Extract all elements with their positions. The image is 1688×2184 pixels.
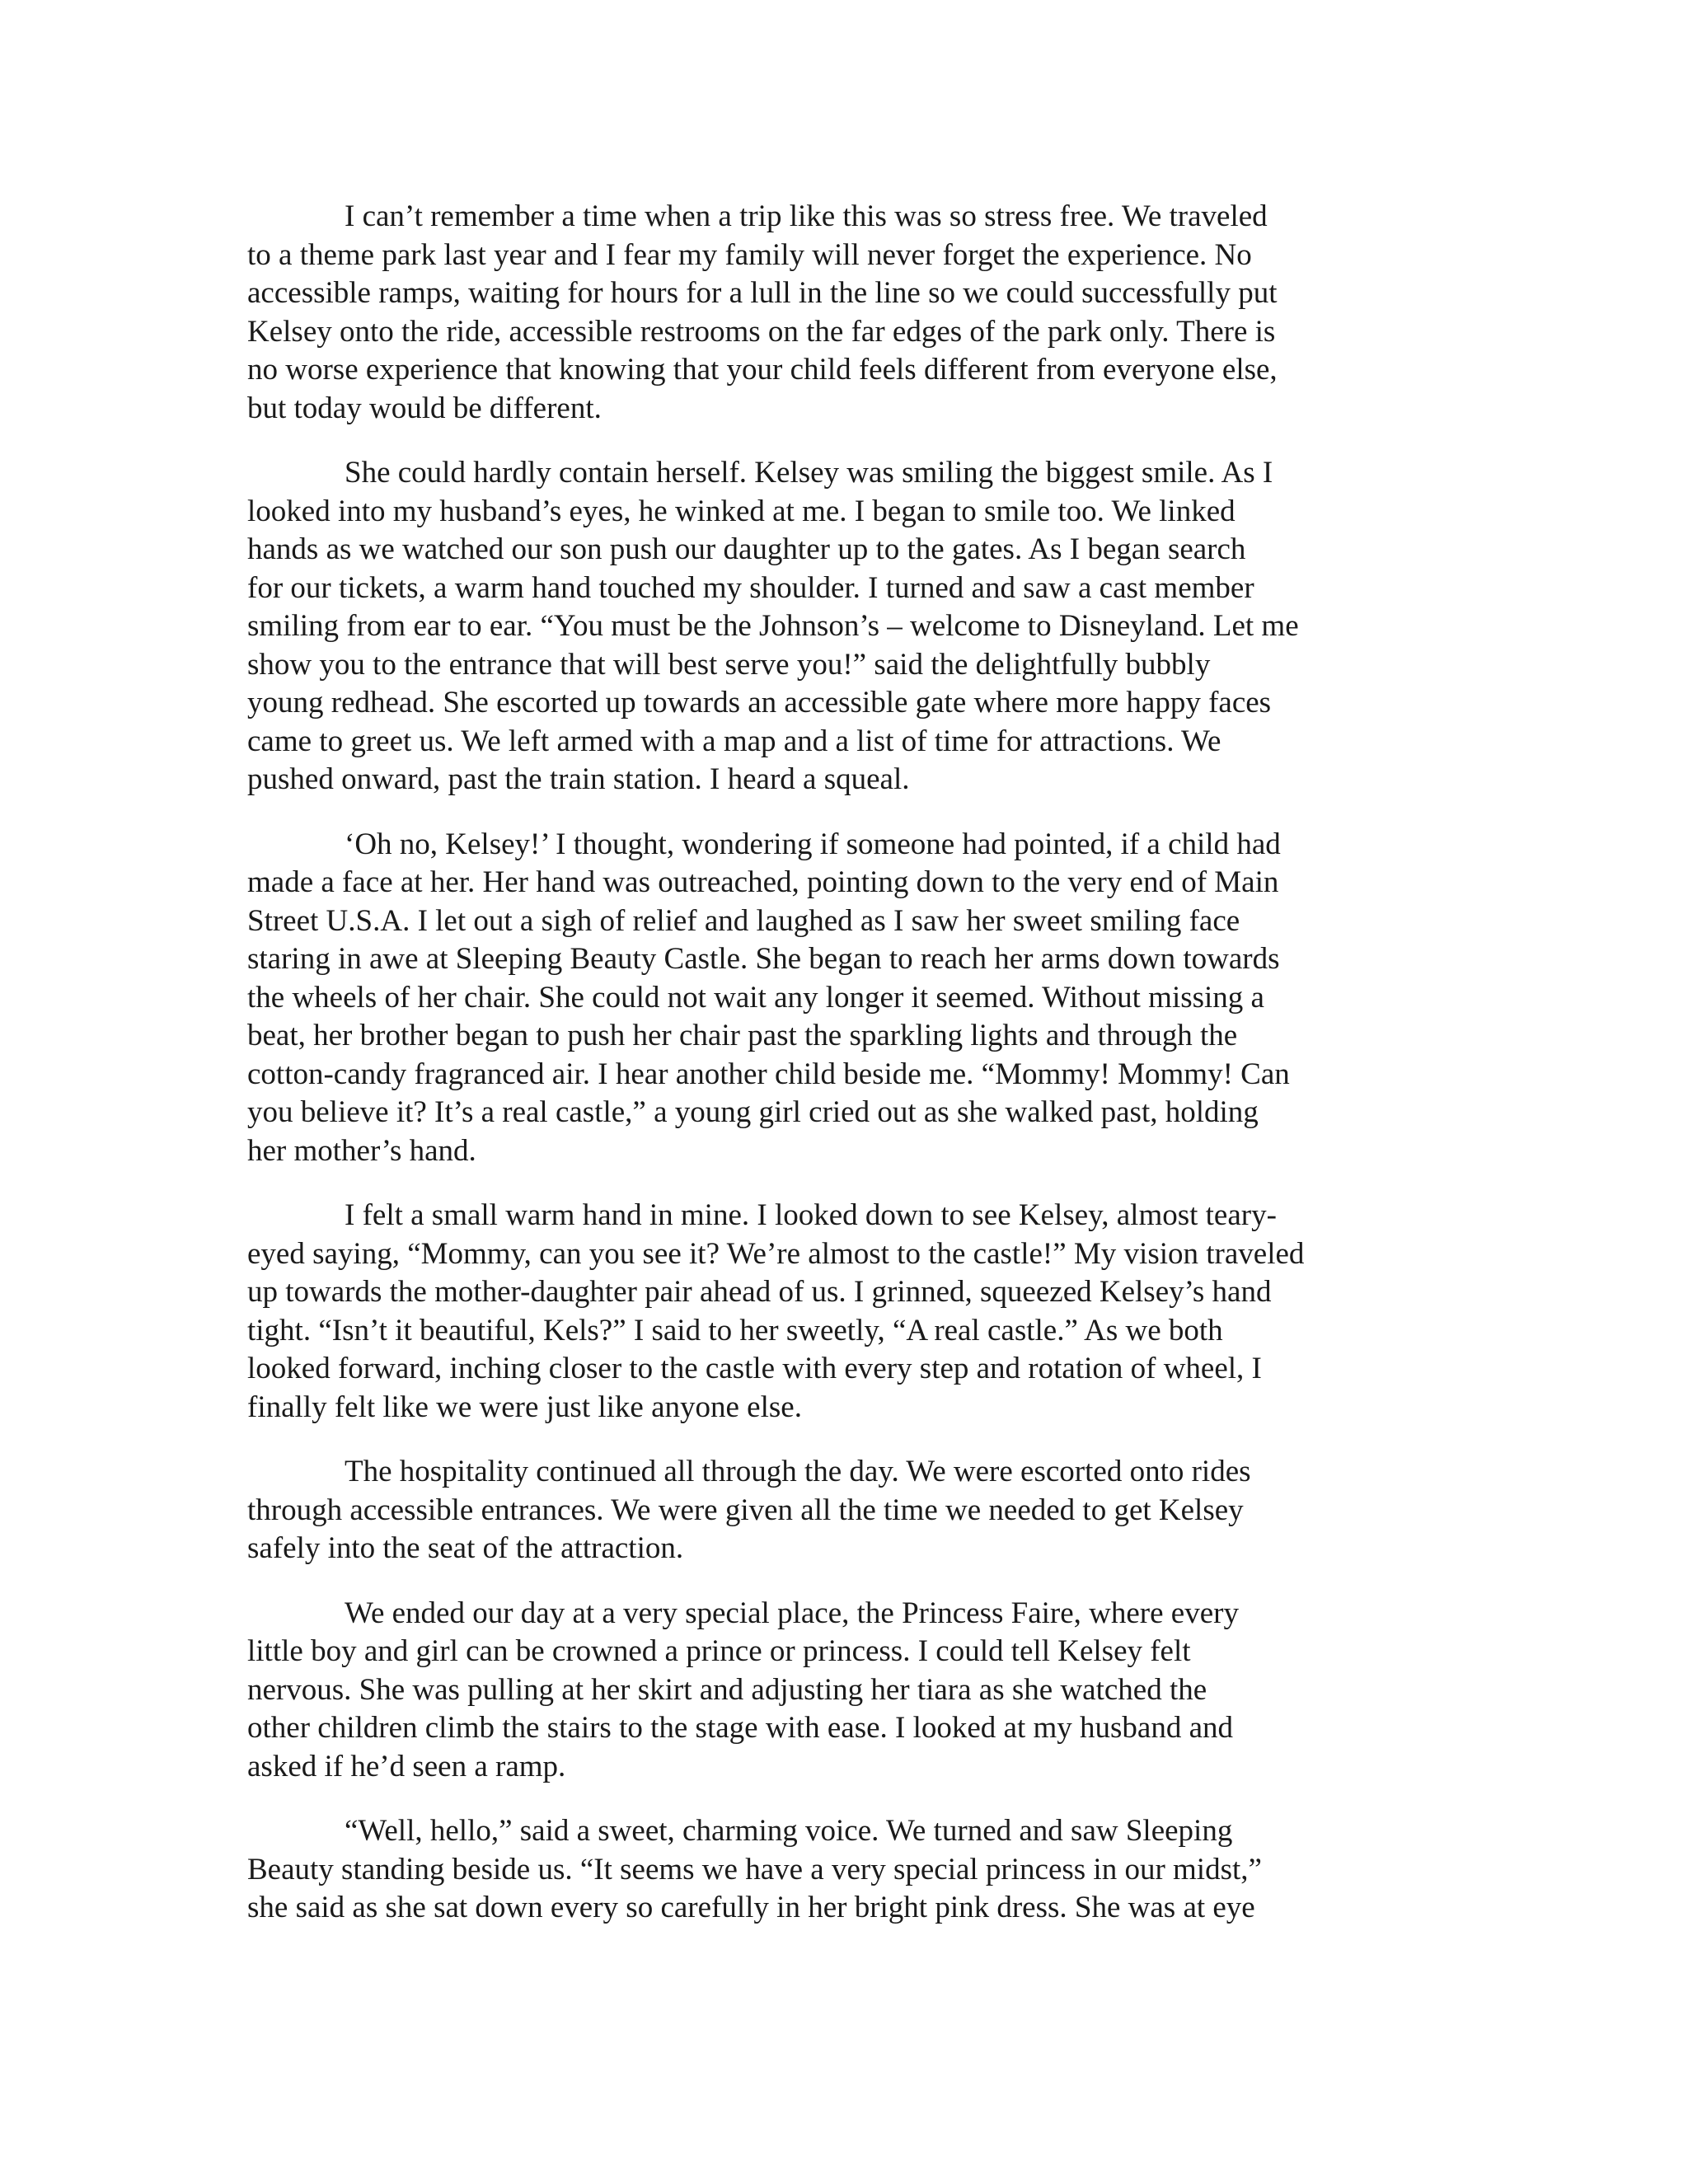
- paragraph-5: [247, 1453, 1434, 1568]
- text-line: looked into my husband’s eyes, he winked at me. I began to smile too. We linked: [247, 494, 1236, 528]
- text-line: I felt a small warm hand in mine. I looked down to see Kelsey, almost teary-: [345, 1198, 1277, 1232]
- text-line: she said as she sat down every so carefully in her bright pink dress. She was at eye: [247, 1891, 1255, 1924]
- text-line: staring in awe at Sleeping Beauty Castle. She began to reach her arms down towards: [247, 942, 1280, 976]
- text-line: Street U.S.A. I let out a sigh of relief and laughed as I saw her sweet smiling face: [247, 903, 1240, 938]
- text-line: pushed onward, past the train station. I heard a squeal.: [247, 762, 910, 796]
- paragraph-1: [247, 198, 1434, 428]
- text-line: eyed saying, “Mommy, can you see it? We’re almost to the castle!” My vision traveled: [247, 1236, 1305, 1271]
- text-line: We ended our day at a very special place, the Princess Faire, where every: [345, 1596, 1239, 1630]
- paragraph-2: [247, 454, 1434, 799]
- text-line: you believe it? It’s a real castle,” a young girl cried out as she walked past, holding: [247, 1095, 1259, 1129]
- text-line: show you to the entrance that will best serve you!” said the delightfully bubbly: [247, 647, 1211, 682]
- document-body: [247, 198, 1434, 1954]
- text-line: other children climb the stairs to the stage with ease. I looked at my husband and: [247, 1711, 1234, 1745]
- text-line: nervous. She was pulling at her skirt and adjusting her tiara as she watched the: [247, 1672, 1207, 1707]
- text-line: little boy and girl can be crowned a prince or princess. I could tell Kelsey felt: [247, 1634, 1191, 1668]
- text-line: cotton-candy fragranced air. I hear another child beside me. “Mommy! Mommy! Can: [247, 1057, 1290, 1091]
- text-line: She could hardly contain herself. Kelsey was smiling the biggest smile. As I: [345, 456, 1273, 490]
- paragraph-6: [247, 1595, 1434, 1787]
- text-line: asked if he’d seen a ramp.: [247, 1749, 566, 1783]
- paragraph-4: [247, 1197, 1434, 1427]
- text-line: looked forward, inching closer to the castle with every step and rotation of wheel, I: [247, 1352, 1262, 1385]
- text-line: “Well, hello,” said a sweet, charming voice. We turned and saw Sleeping: [345, 1814, 1233, 1848]
- text-line: but today would be different.: [247, 391, 602, 425]
- text-line: through accessible entrances. We were given all the time we needed to get Kelsey: [247, 1493, 1244, 1527]
- text-line: The hospitality continued all through the day. We were escorted onto rides: [345, 1455, 1251, 1488]
- text-line: finally felt like we were just like anyone else.: [247, 1390, 802, 1424]
- text-line: Beauty standing beside us. “It seems we have a very special princess in our midst,”: [247, 1852, 1262, 1886]
- paragraph-7: [247, 1812, 1434, 1928]
- text-line: to a theme park last year and I fear my family will never forget the experience. No: [247, 237, 1252, 272]
- text-line: her mother’s hand.: [247, 1133, 476, 1168]
- text-line: made a face at her. Her hand was outreached, pointing down to the very end of Main: [247, 865, 1279, 899]
- text-line: accessible ramps, waiting for hours for a lull in the line so we could successfully put: [247, 276, 1278, 310]
- text-line: beat, her brother began to push her chair past the sparkling lights and through the: [247, 1019, 1238, 1052]
- text-line: I can’t remember a time when a trip like this was so stress free. We traveled: [345, 199, 1268, 233]
- text-line: came to greet us. We left armed with a map and a list of time for attractions. We: [247, 724, 1221, 758]
- text-line: smiling from ear to ear. “You must be the Johnson’s – welcome to Disneyland. Let me: [247, 609, 1299, 643]
- paragraph-3: [247, 826, 1434, 1171]
- text-line: safely into the seat of the attraction.: [247, 1531, 684, 1565]
- text-line: Kelsey onto the ride, accessible restrooms on the far edges of the park only. There is: [247, 314, 1276, 349]
- text-line: no worse experience that knowing that your child feels different from everyone else,: [247, 353, 1278, 387]
- text-line: up towards the mother-daughter pair ahead of us. I grinned, squeezed Kelsey’s hand: [247, 1275, 1272, 1309]
- text-line: the wheels of her chair. She could not wait any longer it seemed. Without missing a: [247, 980, 1264, 1015]
- text-line: hands as we watched our son push our daughter up to the gates. As I began search: [247, 532, 1246, 566]
- text-line: young redhead. She escorted up towards an accessible gate where more happy faces: [247, 686, 1272, 719]
- text-line: tight. “Isn’t it beautiful, Kels?” I said to her sweetly, “A real castle.” As we both: [247, 1313, 1223, 1347]
- text-line: for our tickets, a warm hand touched my shoulder. I turned and saw a cast member: [247, 570, 1254, 605]
- text-line: ‘Oh no, Kelsey!’ I thought, wondering if someone had pointed, if a child had: [345, 827, 1281, 861]
